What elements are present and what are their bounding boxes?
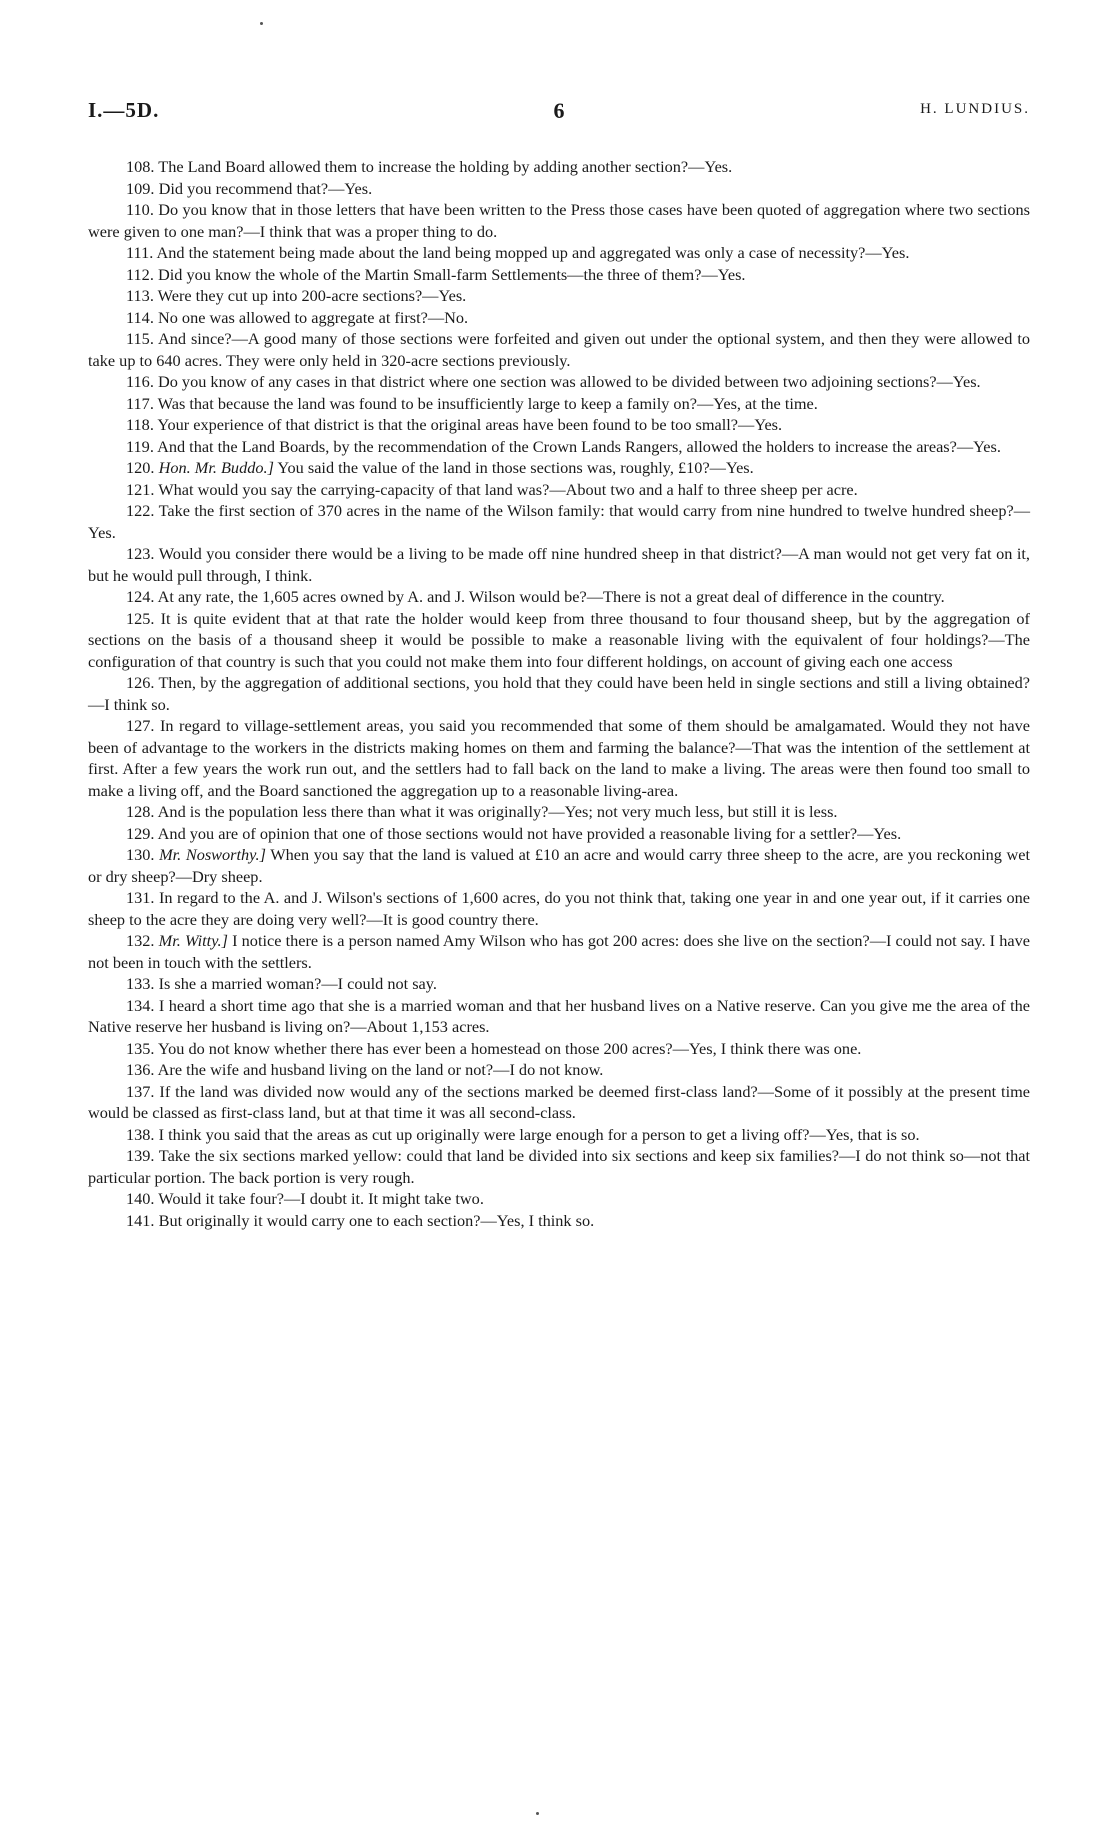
question-number: 116. (126, 372, 154, 391)
page-header (88, 98, 1030, 128)
question-answer-text: Then, by the aggregation of additional sections, you hold that they could have been held in single sections and still a living obtained?—I think so. (88, 673, 1030, 714)
question-paragraph (88, 242, 1030, 264)
question-answer-text: I notice there is a person named Amy Wilson who has got 200 acres: does she live on the section?—I could not say. I have not been in touch with the settlers. (88, 931, 1030, 972)
question-paragraph (88, 436, 1030, 458)
question-number: 126. (126, 673, 155, 692)
page-number: 6 (553, 98, 565, 123)
question-paragraph (88, 973, 1030, 995)
question-answer-text: And is the population less there than what it was originally?—Yes; not very much less, but still it is less. (157, 802, 838, 821)
question-paragraph (88, 393, 1030, 415)
question-paragraph (88, 414, 1030, 436)
speaker-name: Mr. Witty.] (158, 931, 228, 950)
question-number: 120. (126, 458, 155, 477)
question-number: 117. (126, 393, 154, 413)
question-number: 138. (126, 1124, 155, 1144)
question-paragraph (88, 285, 1030, 307)
question-number: 135. (126, 1038, 155, 1058)
question-answer-text: No one was allowed to aggregate at first?—No. (157, 307, 469, 327)
question-answer-text: At any rate, the 1,605 acres owned by A. and J. Wilson would be?—There is not a great deal of difference in the country. (157, 587, 945, 606)
question-paragraph (88, 328, 1030, 371)
question-answer-text: And that the Land Boards, by the recommendation of the Crown Lands Rangers, allowed the holders to increase the areas?—Yes. (157, 436, 1001, 456)
question-answer-text: I think you said that the areas as cut up originally were large enough for a person to get a living off?—Yes, that is so. (158, 1124, 920, 1144)
question-answer-text: And you are of opinion that one of those sections would not have provided a reasonable living for a settler?—Yes. (157, 823, 902, 843)
question-answer-text: If the land was divided now would any of the sections marked be deemed first-class land?—Some of it possibly at the present time would be classed as first-class land, but at that time it was all second-class. (88, 1081, 1030, 1122)
question-answer-text: In regard to village-settlement areas, you said you recommended that some of them should be amalgamated. Would they not have been of advantage to the workers in the districts making homes on them and farming the balance?—That was the intention of the settlement at first. After a few years the work run out, and the settlers had to fall back on the land to make a living. The areas were then found too small to make a living off, and the Board sanctioned the aggregation up to a reasonable living-area. (88, 716, 1031, 800)
question-paragraph (88, 995, 1030, 1038)
question-paragraph (88, 1059, 1030, 1081)
question-paragraph (88, 1188, 1030, 1210)
question-answer-text: Did you know the whole of the Martin Small-farm Settlements—the three of them?—Yes. (157, 264, 746, 284)
question-paragraph (88, 715, 1030, 801)
question-answer-text: You do not know whether there has ever been a homestead on those 200 acres?—Yes, I think there was one. (157, 1038, 862, 1058)
question-answer-text: I heard a short time ago that she is a married woman and that her husband lives on a Native reserve. Can you give me the area of the Native reserve her husband is living on?—About 1,153 acres. (88, 995, 1030, 1036)
question-answer-text: Was that because the land was found to be insufficiently large to keep a family on?—Yes, at the time. (157, 393, 818, 413)
question-paragraph (88, 1210, 1030, 1232)
question-number: 122. (126, 501, 155, 520)
question-number: 128. (126, 802, 155, 821)
question-paragraph (88, 930, 1030, 973)
question-number: 108. (126, 157, 155, 176)
paper-reference: I.—5D. (88, 98, 160, 122)
question-answer-text: The Land Board allowed them to increase the holding by adding another section?—Yes. (158, 157, 733, 176)
question-paragraph (88, 672, 1030, 715)
question-paragraph (88, 1124, 1030, 1146)
question-paragraph (88, 457, 1030, 479)
question-answer-text: And the statement being made about the land being mopped up and aggregated was only a case of necessity?—Yes. (156, 243, 910, 262)
question-answer-text: Did you recommend that?—Yes. (158, 178, 373, 198)
question-number: 133. (126, 974, 155, 993)
question-number: 111. (126, 243, 154, 262)
scan-speck (536, 1812, 539, 1815)
question-number: 121. (126, 479, 155, 499)
question-answer-text: And since?—A good many of those sections were forfeited and given out under the optional system, and then they were allowed to take up to 640 acres. They were only held in 320-acre sections previously. (88, 329, 1031, 370)
question-number: 137. (126, 1081, 155, 1101)
question-answer-text: Would it take four?—I doubt it. It might take two. (158, 1189, 484, 1208)
question-paragraph (88, 608, 1030, 673)
question-number: 129. (126, 823, 155, 843)
question-number: 115. (126, 329, 154, 348)
question-paragraph (88, 1038, 1030, 1060)
question-number: 113. (126, 286, 154, 305)
question-number: 136. (126, 1060, 155, 1079)
question-number: 139. (126, 1146, 155, 1165)
question-answer-text: Were they cut up into 200-acre sections?—Yes. (157, 286, 467, 305)
question-paragraph (88, 543, 1030, 586)
question-answer-text: What would you say the carrying-capacity of that land was?—About two and a half to three sheep per acre. (158, 479, 858, 499)
document-page (88, 98, 1030, 1231)
scan-speck (260, 22, 263, 25)
question-answer-text: Your experience of that district is that the original areas have been found to be too small?—Yes. (157, 415, 783, 434)
question-answer-text: It is quite evident that at that rate the holder would keep from three thousand to four thousand sheep, but by the aggregation of sections on the basis of a thousand sheep it would be possible to make a reasonable living with the equivalent of four holdings?—The configuration of that country is such that you could not make them into four different holdings, on account of giving each one access (88, 608, 1030, 671)
question-paragraph (88, 823, 1030, 845)
question-answer-text: Take the six sections marked yellow: could that land be divided into six sections and keep six families?—I do not think so—not that particular portion. The back portion is very rough. (88, 1146, 1030, 1187)
question-answer-text: Is she a married woman?—I could not say. (158, 974, 437, 993)
question-paragraph (88, 586, 1030, 608)
question-paragraph (88, 801, 1030, 823)
question-paragraph (88, 178, 1030, 200)
question-number: 134. (126, 995, 155, 1015)
speaker-name: Mr. Nosworthy.] (159, 845, 266, 864)
testimony-body (88, 156, 1030, 1231)
speaker-name: Hon. Mr. Buddo.] (158, 458, 274, 477)
question-paragraph (88, 371, 1030, 393)
question-answer-text: Are the wife and husband living on the land or not?—I do not know. (157, 1060, 604, 1079)
question-number: 125. (126, 608, 155, 628)
question-paragraph (88, 500, 1030, 543)
question-number: 109. (126, 178, 155, 198)
question-answer-text: Do you know that in those letters that have been written to the Press those cases have been quoted of aggregation where two sections were given to one man?—I think that was a proper thing to do. (88, 200, 1030, 241)
question-answer-text: You said the value of the land in those sections was, roughly, £10?—Yes. (277, 458, 754, 477)
question-paragraph (88, 264, 1030, 286)
question-number: 110. (126, 200, 154, 219)
question-answer-text: Take the first section of 370 acres in the name of the Wilson family: that would carry from nine hundred to twelve hundred sheep?—Yes. (88, 501, 1030, 542)
witness-name: H. LUNDIUS. (920, 101, 1030, 117)
question-answer-text: But originally it would carry one to each section?—Yes, I think so. (158, 1210, 595, 1230)
question-paragraph (88, 887, 1030, 930)
question-number: 131. (126, 888, 155, 907)
question-number: 112. (126, 264, 154, 284)
question-paragraph (88, 199, 1030, 242)
question-number: 140. (126, 1189, 155, 1208)
question-answer-text: Do you know of any cases in that district where one section was allowed to be divided between two adjoining sections?—Yes. (157, 372, 981, 391)
question-number: 127. (126, 716, 155, 735)
question-paragraph (88, 1081, 1030, 1124)
question-paragraph (88, 479, 1030, 501)
question-number: 119. (126, 436, 154, 456)
question-answer-text: In regard to the A. and J. Wilson's sections of 1,600 acres, do you not think that, taking one year in and one year out, if it carries one sheep to the acre they are doing very well?—It is good country there. (88, 888, 1030, 929)
question-number: 141. (126, 1210, 155, 1230)
question-answer-text: Would you consider there would be a living to be made off nine hundred sheep in that district?—A man would not get very fat on it, but he would pull through, I think. (88, 544, 1031, 585)
question-number: 124. (126, 587, 155, 606)
question-number: 130. (126, 845, 155, 864)
question-number: 132. (126, 931, 155, 950)
question-number: 114. (126, 307, 154, 327)
question-paragraph (88, 1145, 1030, 1188)
question-paragraph (88, 307, 1030, 329)
question-paragraph (88, 156, 1030, 178)
question-number: 118. (126, 415, 154, 434)
question-number: 123. (126, 544, 155, 563)
question-paragraph (88, 844, 1030, 887)
question-answer-text: When you say that the land is valued at £10 an acre and would carry three sheep to the acre, are you reckoning wet or dry sheep?—Dry sheep. (88, 845, 1030, 886)
